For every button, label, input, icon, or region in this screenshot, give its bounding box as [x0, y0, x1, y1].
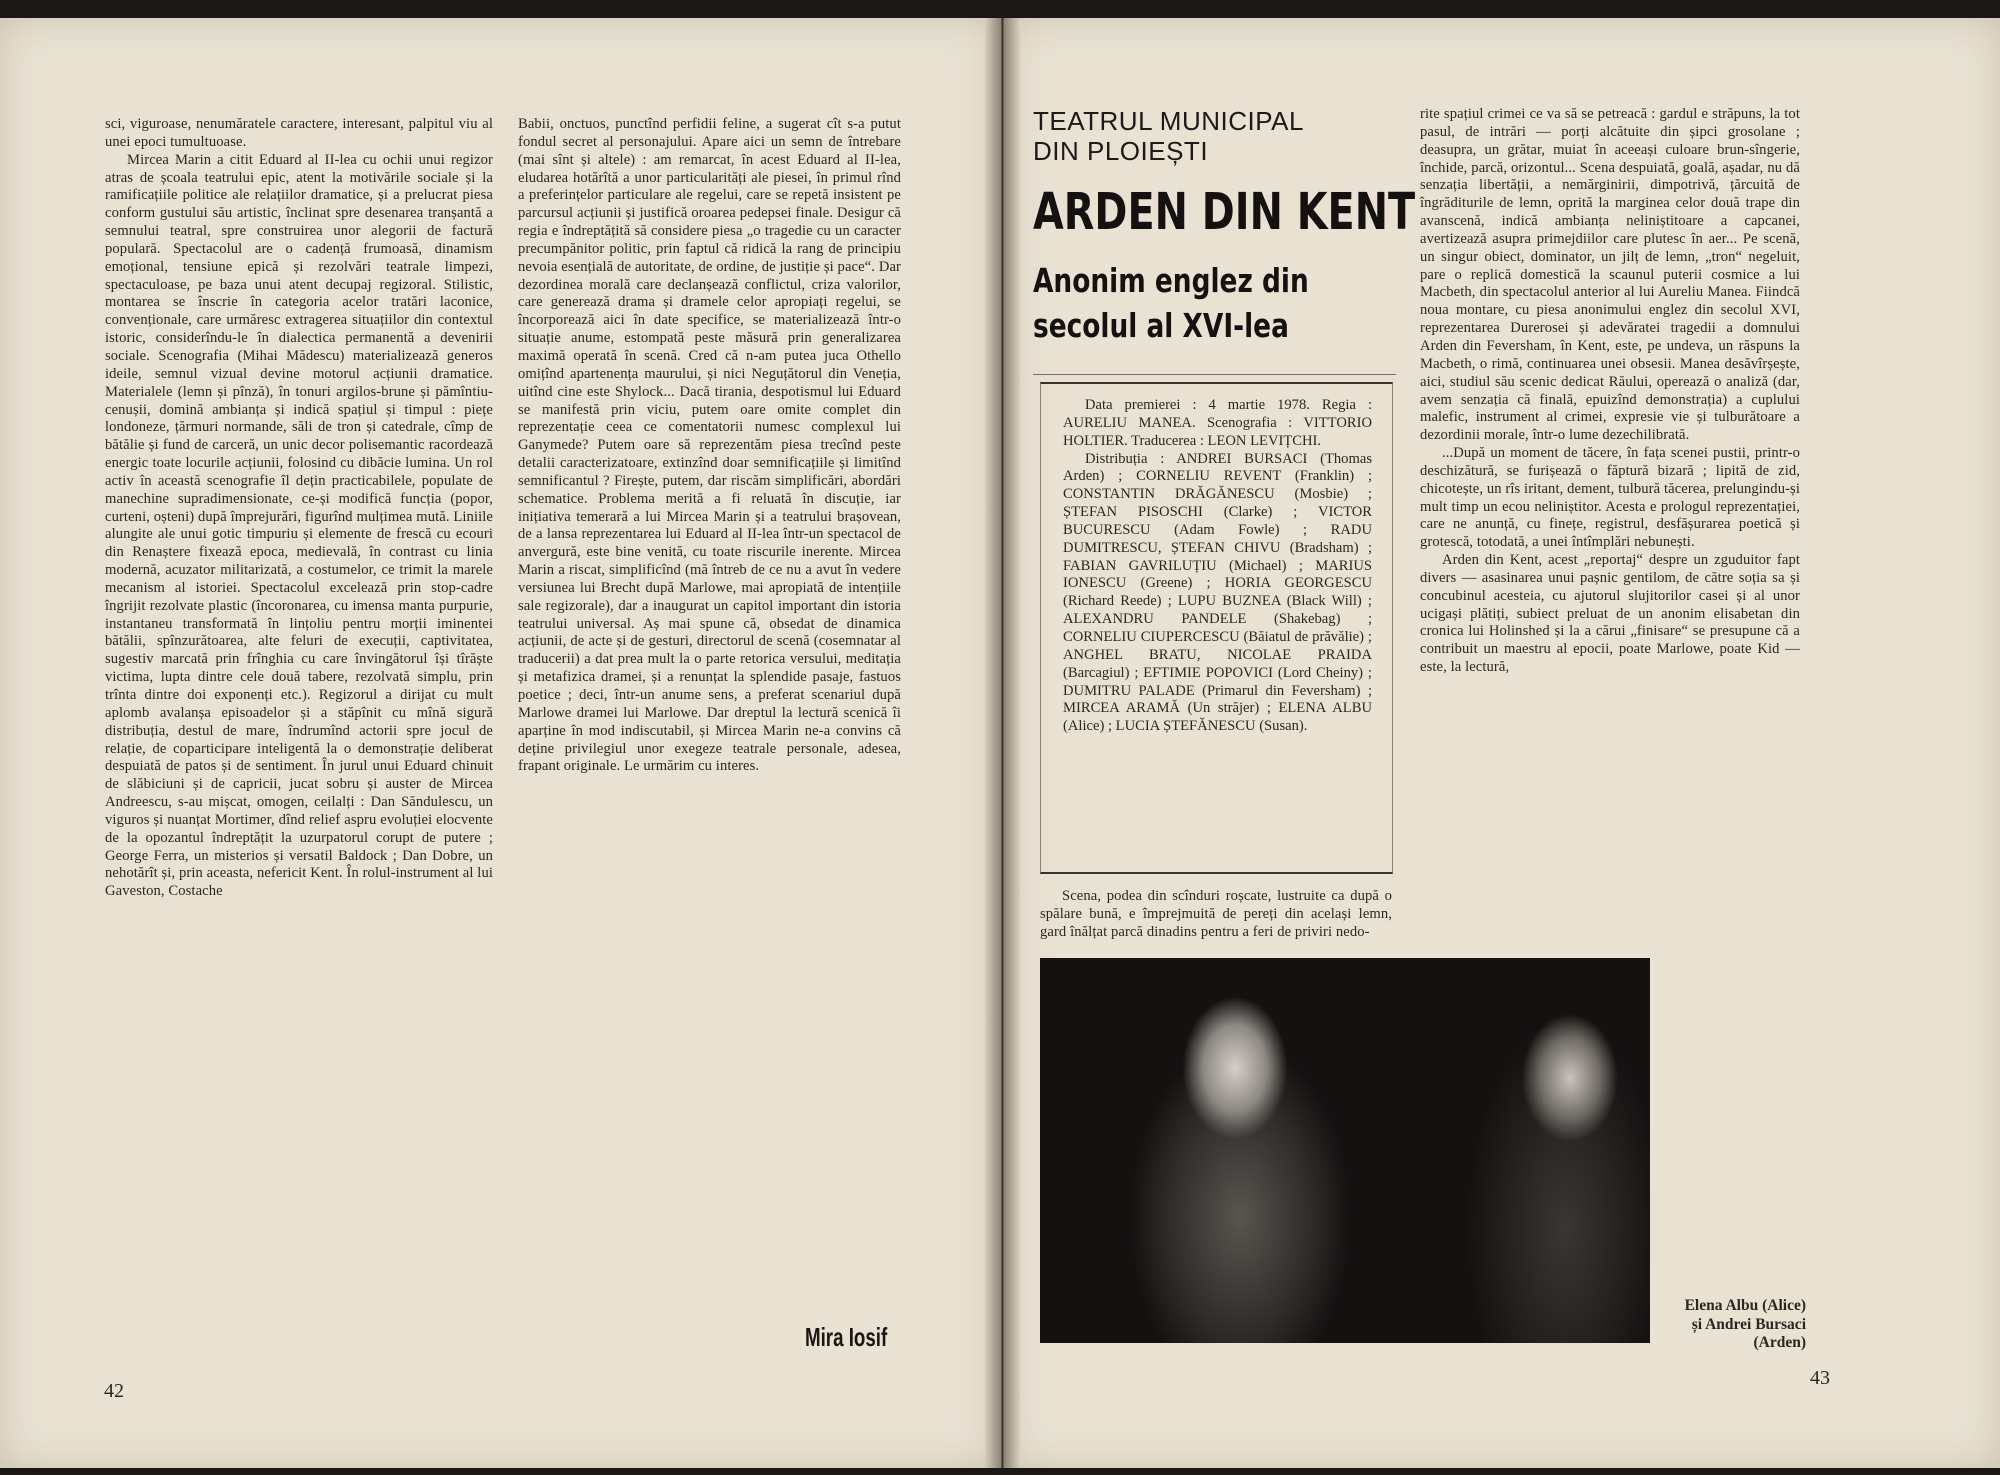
page-number-right: 43 [1810, 1367, 1830, 1389]
photo-caption: Elena Albu (Alice) și Andrei Bursaci (Arden) [1684, 1297, 1806, 1351]
play-subtitle: Anonim englez din secolul al XVI-lea [1033, 261, 1309, 345]
page-number-left: 42 [104, 1380, 124, 1402]
divider [1033, 374, 1396, 375]
play-title: ARDEN DIN KENT [1033, 183, 1416, 242]
book-gutter [985, 18, 1020, 1468]
left-column-2 [518, 116, 901, 776]
paragraph: ...După un moment de tăcere, în fața scenei pustii, printr-o deschizătură, se furișează o făptură bizară ; lipită de zid, chicotește, un rîs iritant, dement, tulbură tăcerea, prelungindu-și mult timp un ecou neliniștitor. Acesta e prologul reprezentației, care ne anunță, cu finețe, registrul, desfășurarea poetică și grotescă, totodată, a unei întîmplări nebunești. [1420, 445, 1800, 551]
cast-list: Distribuția : ANDREI BURSACI (Thomas Arden) ; CORNELIU REVENT (Franklin) ; CONSTANTIN DRĂGĂNESCU (Mosbie) ; ȘTEFAN PISOSCHI (Clarke) ; VICTOR BUCURESCU (Adam Fowle) ; RADU DUMITRESCU, ȘTEFAN CHIVU (Bradsham) ; FABIAN GAVRILUȚIU (Michael) ; MARIUS IONESCU (Greene) ; HORIA GEORGESCU (Richard Reede) ; LUPU BUZNEA (Black Will) ; ALEXANDRU PANDELE (Shakebag) ; CORNELIU CIUPERCESCU (Băiatul de prăvălie) ; ANGHEL BRATU, NICOLAE PRAIDA (Barcagiul) ; EFTIMIE POPOVICI (Lord Cheiny) ; DUMITRU PALADE (Primarul din Feversham) ; MIRCEA ARAMĂ (Un străjer) ; ELENA ALBU (Alice) ; LUCIA ȘTEFĂNESCU (Susan). [1063, 450, 1372, 735]
paragraph: sci, viguroase, nenumăratele caractere, interesant, palpitul viu al unei epoci tumultuoase. [105, 116, 493, 150]
left-column-1 [105, 116, 493, 901]
paragraph: Scena, podea din scînduri roșcate, lustruite ca după o spălare bună, e împrejmuită de pereți din același lemn, gard înălțat parcă dinadins pentru a feri de priviri nedo- [1040, 888, 1392, 940]
paragraph: Babii, onctuos, punctînd perfidii feline, a sugerat cît s-a putut fondul secret al personajului. Apare aici un semn de întrebare (mai sînt și altele) : am remarcat, în acest Eduard al II-lea, eludarea hotărîtă a unor particularități ale piesei, în primul rînd a preferințelor particulare ale regelui, care se repetă insistent pe parcursul acțiunii și justifică oroarea pedepsei finale. Desigur că regia e îndreptățită să considere piesa „o tragedie cu un caracter precumpănitor politic, prin faptul că ridică la rang de principiu nevoia esențială de autoritate, de ordine, de justiție și pace“. Dar dezordinea morală care declanșează conflictul, criza valorilor, care generează drama și dramele celor apropiați regelui, se încorporează aici în date specifice, se materializează într-o situație anume, estompată peste măsură prin generalizarea maximă operată în scenă. Cred că n-am putea juca Othello omițînd apartenența maurului, și nici Neguțătorul din Veneția, uitînd cine este Shylock... Dacă tirania, despotismul lui Eduard se manifestă prin viciu, putem oare omite complet din reprezentație ceea ce comentatorii numesc complexul lui Ganymede? Putem oare să reprezentăm piesa trecînd peste detalii caracterizatoare, extinzînd doar semnificațiile și limitînd semnificantul ? Firește, putem, dar riscăm simplificări, abordări schematice. Problema merită a fi reluată în discuție, iar inițiativa temerară a lui Mircea Marin și a teatrului brașovean, de a lansa reprezentarea lui Eduard al II-lea într-un spectacol de anvergură, este bine venită, cu toate riscurile inerente. Mircea Marin a riscat, simplificînd (mă întreb de ce nu a avut în vedere versiunea lui Brecht după Marlowe, mai apropiată de intențiile sale regizorale), dar a inaugurat un capitol important din istoria teatrului universal. Aș mai spune că, obsedat de dinamica acțiunii, de acte și de gesturi, directorul de scenă (cosemnatar al traducerii) a dat prea mult la o parte retorica versului, meditația și metafizica dramei, și a renunțat la splendide pasaje, fastuos poetice ; deci, într-un anume sens, a preferat scenariul după Marlowe dramei lui Marlowe. Dar dreptul la lectură scenică îi aparține în mod indiscutabil, și Mircea Marin ne-a convins că deține privilegiul unor exegeze teatrale personale, adesea, frapant originale. Le urmărim cu interes. [518, 116, 901, 775]
credits-box [1040, 382, 1393, 874]
theatre-name: TEATRUL MUNICIPAL DIN PLOIEȘTI [1033, 106, 1303, 166]
premiere-info: Data premierei : 4 martie 1978. Regia : AURELIU MANEA. Scenografia : VITTORIO HOLTIER. Traducerea : LEON LEVIȚCHI. [1063, 397, 1372, 449]
right-column [1420, 106, 1800, 677]
paragraph: Mircea Marin a citit Eduard al II-lea cu ochii unui regizor atras de școala teatrului epic, atent la motivările sociale și la ramificațiile politice ale relațiilor dramatice, și a prelucrat piesa conform gustului său artistic, înclinat spre desenarea tranșantă a semnului teatral, spre construirea unor alegorii de factură populară. Spectacolul are o cadență frumoasă, dinamism emoțional, tensiune epică și rezolvări teatrale limpezi, spectaculoase, pe baza unui atent decupaj regizoral. Stilistic, montarea se înscrie în categoria acelor tratări laconice, convenționale, care urmăresc extragerea situațiilor din contextul istoric, considerîndu-le în dialectica permanentă a devenirii sociale. Scenografia (Mihai Mădescu) materializează generos ideile, semnul vizual devine motorul acțiunii dramatice. Materialele (lemn și pînză), în tonuri argilos-brune și pămîntiu-cenușii, domină ambianța și indică spațiul și timpul : piețe londoneze, țărmuri normande, săli de tron și catedrale, cîmp de bătălie și fund de carceră, un unic decor polisemantic racordează energic toate locurile acțiunii, folosind cu dibăcie lumina. Un rol activ în această scenografie îl dețin practicabilele, populate de manechine supradimensionate, ce-și modifică funcția (popor, curteni, oșteni) după împrejurări, figurînd mulțimea mută. Liniile alungite ale unui gotic timpuriu și elemente de frescă cu ecouri din Renaștere fixează epoca, medievală, în contrast cu linia modernă, acuzator militarizată, a costumelor, ce trimit la marele mecanism al istoriei. Spectacolul excelează prin stop-cadre îngrijit rezolvate plastic (încoronarea, cu imensa manta purpurie, instantaneu transformată în lințoliu pentru morții iminentei bătălii, spînzurătoarea, alte feluri de execuții, captivitatea, sugestiv marcată prin frînghia cu care învingătorul își tîrăște victima, lupta dintre cele două tabere, rezolvată simplu, prin trînta dintre doi exponenți etc.). Regizorul a dirijat cu mult aplomb avalanșa episoadelor și a stăpînit cu mînă sigură distribuția, destul de mare, îndrumînd actorii spre jocul de relație, de coparticipare inteligentă la o demonstrație deliberat despuiată de patos și de sentiment. În jurul unui Eduard chinuit de slăbiciuni și de capricii, jucat sobru și auster de Mircea Andreescu, s-au mișcat, omogen, ceilalți : Dan Săndulescu, un viguros și nuanțat Mortimer, dînd relief aspru evoluției elocvente de la opozantul îndreptățit la uzurpatorul corupt de putere ; George Ferra, un misterios și versatil Baldock ; Dan Dobre, un nehotărît și, prin aceasta, nefericit Kent. În rolul-instrument al lui Gaveston, Costache [105, 151, 493, 900]
production-photo [1040, 958, 1650, 1343]
paragraph: Arden din Kent, acest „reportaj“ despre un zguduitor fapt divers — asasinarea unui pașnic gentilom, de către soția sa și concubinul acesteia, cu ajutorul slujitorilor casei și al unor ucigași plătiți, subiect preluat de un anonim elisabetan din cronica lui Holinshed și la a cărui „finisare“ se presupune că a contribuit un maestru al epocii, poate Marlowe, poate Kid — este, la lectură, [1420, 552, 1800, 676]
paragraph: rite spațiul crimei ce va să se petreacă : gardul e străpuns, la tot pasul, de intrări — porți alcătuite din șipci grosolane ; deasupra, un grătar, muiat în aceeași culoare brun-sîngerie, închide, parcă, orizontul... Scena despuiată, goală, așadar, nu dă senzația libertății, a nemărginirii, dimpotrivă, țărcuită de îngrăditurile de lemn, oprită la marginea celor două trape din avanscenă, indică ambianța neliniștitoare a capcanei, avertizează asupra primejdiilor care plutesc în aer... Pe scenă, un singur obiect, dominator, un jilț de lemn, „tron“ negeluit, pare o replică domestică la scaunul puterii cosmice a lui Macbeth, din spectacolul anterior al lui Aureliu Manea. Fiindcă noua montare, cu piesa anonimului englez din secolul XVI, reprezentarea Durerosei și adevăratei tragedii a domnului Arden din Feversham, în Kent, este, pe undeva, un răspuns la Macbeth, o rimă, continuarea unei obsesii. Manea desăvîrșește, aici, studiul său scenic dedicat Răului, operează o analiză (dar, avem senzația că finală, epuizînd demonstrația) a cuplului malefic, instrument al crimei, expresie vie și tulburătoare a dezordinii morale, într-o lume dezechilibrată. [1420, 106, 1800, 444]
right-column-mid-bottom [1040, 888, 1392, 942]
author-signature: Mira Iosif [805, 1322, 888, 1352]
